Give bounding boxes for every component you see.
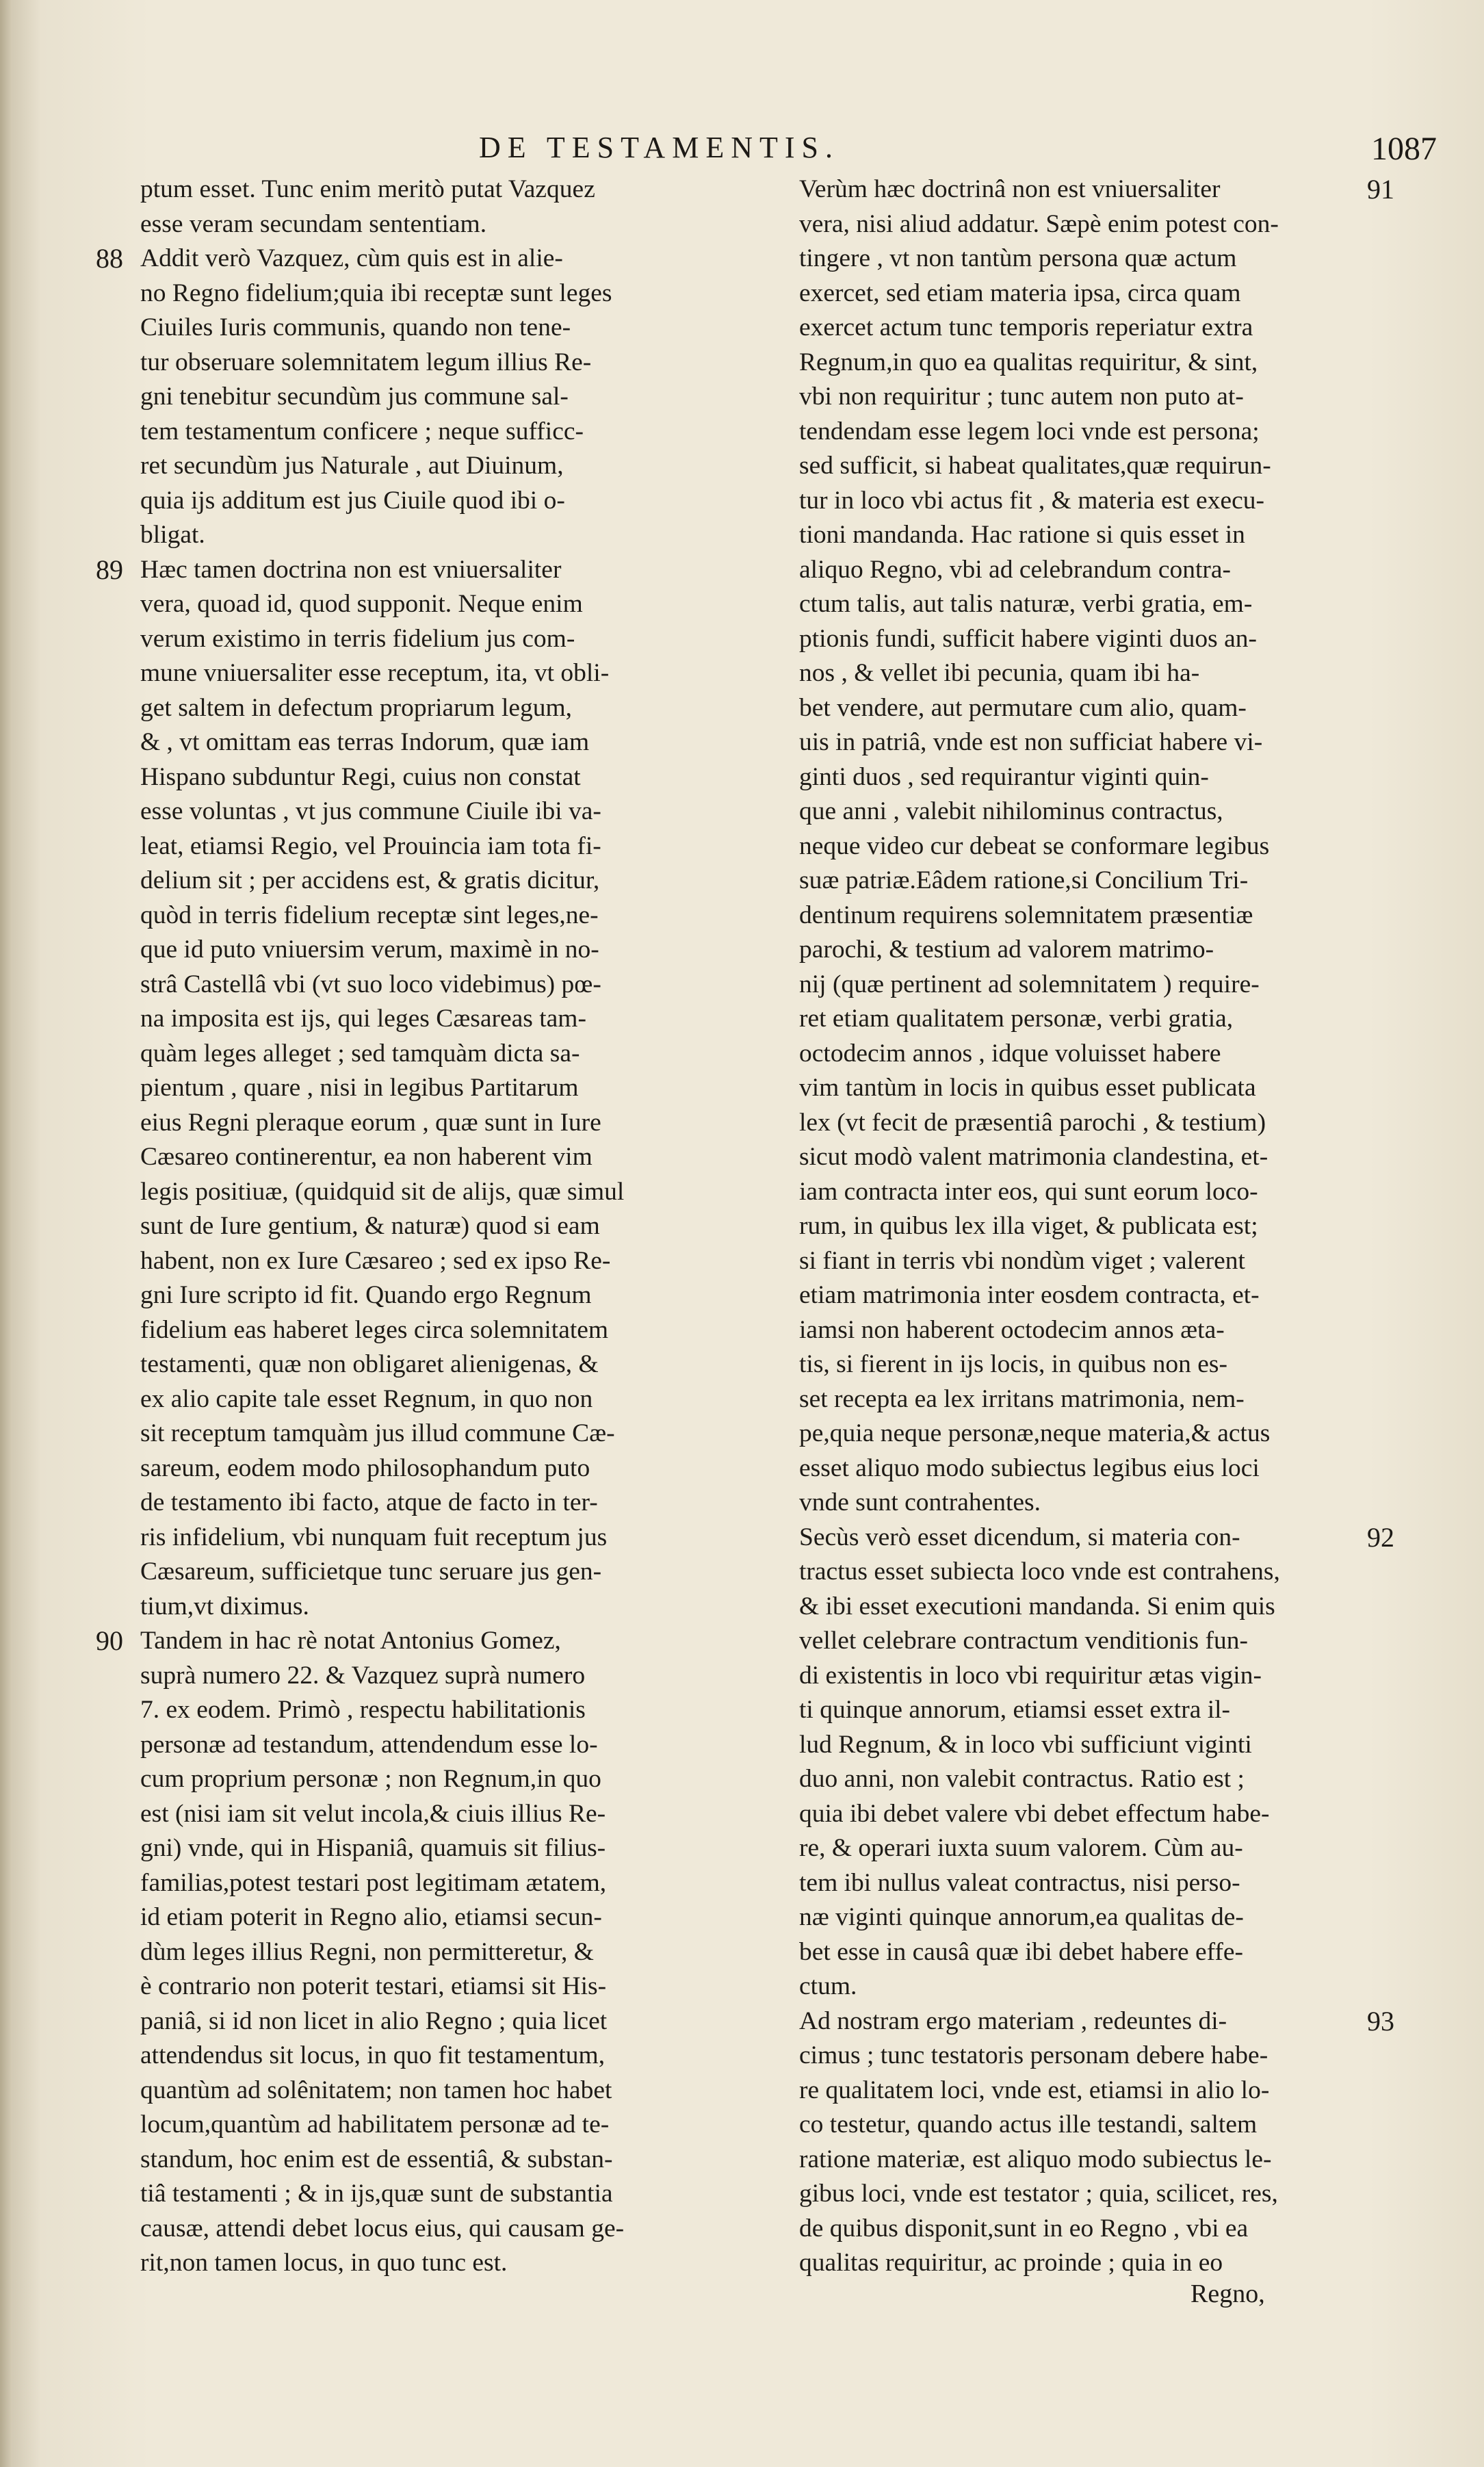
text-line: no Regno fidelium;quia ibi receptæ sunt leges bbox=[140, 279, 612, 307]
text-line: vera, quoad id, quod supponit. Neque enim bbox=[140, 590, 583, 618]
text-line: de testamento ibi facto, atque de facto in ter- bbox=[140, 1488, 598, 1516]
text-line: rit,non tamen locus, in quo tunc est. bbox=[140, 2249, 508, 2277]
text-line: sunt de Iure gentium, & naturæ) quod si eam bbox=[140, 1212, 600, 1240]
text-line: esse voluntas , vt jus commune Ciuile ibi va- bbox=[140, 797, 601, 825]
text-line: dentinum requirens solemnitatem præsentiæ bbox=[799, 901, 1253, 929]
text-line: strâ Castellâ vbi (vt suo loco videbimus) pœ- bbox=[140, 970, 601, 998]
text-line: mune vniuersaliter esse receptum, ita, vt obli- bbox=[140, 659, 610, 687]
text-line: si fiant in terris vbi nondùm viget ; valerent bbox=[799, 1246, 1245, 1275]
text-line: Hæc tamen doctrina non est vniuersaliter bbox=[140, 555, 562, 584]
text-line: gni Iure scripto id fit. Quando ergo Regnum bbox=[140, 1281, 592, 1309]
marginal-paragraph-number: 92 bbox=[1367, 1521, 1394, 1553]
text-line: familias,potest testari post legitimam ætatem, bbox=[140, 1868, 607, 1897]
page-gutter-edge bbox=[0, 0, 12, 2467]
text-line: Tandem in hac rè notat Antonius Gomez, bbox=[140, 1627, 561, 1655]
text-line: attendendus sit locus, in quo fit testamentum, bbox=[140, 2041, 606, 2069]
text-line: quàm leges alleget ; sed tamquàm dicta sa- bbox=[140, 1039, 580, 1068]
text-line: ginti duos , sed requirantur viginti quin- bbox=[799, 762, 1209, 791]
text-line: gibus loci, vnde est testator ; quia, scilicet, res, bbox=[799, 2180, 1278, 2208]
catchword: Regno, bbox=[1190, 2279, 1265, 2308]
text-line: iam contracta inter eos, qui sunt eorum loco- bbox=[799, 1177, 1258, 1206]
text-line: cimus ; tunc testatoris personam debere habe- bbox=[799, 2041, 1268, 2069]
text-line: de quibus disponit,sunt in eo Regno , vbi ea bbox=[799, 2214, 1249, 2243]
text-line: exercet actum tunc temporis reperiatur extra bbox=[799, 313, 1253, 341]
text-line: uis in patriâ, vnde est non sufficiat habere vi- bbox=[799, 728, 1263, 756]
text-line: ratione materiæ, est aliquo modo subiectus le- bbox=[799, 2145, 1272, 2173]
text-line: quia ibi debet valere vbi debet effectum habe- bbox=[799, 1799, 1270, 1828]
text-line: re, & operari iuxta suum valorem. Cùm au- bbox=[799, 1834, 1243, 1862]
text-line: leat, etiamsi Regio, vel Prouincia iam tota fi- bbox=[140, 831, 601, 860]
text-line: Addit verò Vazquez, cùm quis est in alie- bbox=[140, 244, 563, 272]
text-line: rum, in quibus lex illa viget, & publicata est; bbox=[799, 1212, 1258, 1240]
text-line: lex (vt fecit de præsentiâ parochi , & testium) bbox=[799, 1108, 1266, 1137]
text-line: est (nisi iam sit velut incola,& ciuis illius Re- bbox=[140, 1799, 606, 1828]
text-line: ptionis fundi, sufficit habere viginti duos an- bbox=[799, 624, 1257, 653]
text-line: iamsi non haberent octodecim annos æta- bbox=[799, 1315, 1225, 1344]
text-line: pe,quia neque personæ,neque materia,& actus bbox=[799, 1419, 1271, 1447]
text-line: id etiam poterit in Regno alio, etiamsi secun- bbox=[140, 1903, 602, 1931]
page-number: 1087 bbox=[1371, 131, 1437, 167]
text-line: sed sufficit, si habeat qualitates,quæ requirun- bbox=[799, 452, 1271, 480]
text-line: dùm leges illius Regni, non permitteretur, & bbox=[140, 1937, 594, 1966]
text-line: que id puto vniuersim verum, maximè in no- bbox=[140, 935, 599, 964]
text-line: eius Regni pleraque eorum , quæ sunt in Iure bbox=[140, 1108, 601, 1137]
paragraph bbox=[799, 1521, 1394, 2004]
paragraph bbox=[96, 242, 718, 553]
text-line: pientum , quare , nisi in legibus Partitarum bbox=[140, 1074, 579, 1102]
text-line: legis positiuæ, (quidquid sit de alijs, quæ simul bbox=[140, 1177, 625, 1206]
text-line: tur in loco vbi actus fit , & materia est execu- bbox=[799, 486, 1264, 515]
paragraph bbox=[799, 2004, 1394, 2281]
text-line: ret etiam qualitatem personæ, verbi gratia, bbox=[799, 1005, 1234, 1033]
text-line: standum, hoc enim est de essentiâ, & substan- bbox=[140, 2145, 613, 2173]
text-line: 7. ex eodem. Primò , respectu habilitationis bbox=[140, 1696, 586, 1724]
text-line: tem ibi nullus valeat contractus, nisi perso- bbox=[799, 1868, 1240, 1897]
text-line: duo anni, non valebit contractus. Ratio est ; bbox=[799, 1765, 1245, 1793]
text-line: tractus esset subiecta loco vnde est contrahens, bbox=[799, 1558, 1280, 1586]
text-line: tur obseruare solemnitatem legum illius Re- bbox=[140, 348, 592, 376]
text-line: Verùm hæc doctrinâ non est vniuersaliter bbox=[799, 175, 1221, 203]
text-line: vbi non requiritur ; tunc autem non puto at- bbox=[799, 383, 1244, 411]
text-line: vera, nisi aliud addatur. Sæpè enim potest con- bbox=[799, 209, 1279, 238]
text-line: gni tenebitur secundùm jus commune sal- bbox=[140, 383, 569, 411]
text-line: testamenti, quæ non obligaret alienigenas, & bbox=[140, 1350, 599, 1378]
text-line: lud Regnum, & in loco vbi sufficiunt viginti bbox=[799, 1730, 1252, 1759]
text-line: ex alio capite tale esset Regnum, in quo non bbox=[140, 1384, 593, 1413]
text-line: aliquo Regno, vbi ad celebrandum contra- bbox=[799, 555, 1232, 584]
text-line: è contrario non poterit testari, etiamsi sit His- bbox=[140, 1972, 607, 2000]
text-line: quòd in terris fidelium receptæ sint leges,ne- bbox=[140, 901, 599, 929]
text-line: esset aliquo modo subiectus legibus eius loci bbox=[799, 1454, 1260, 1482]
text-line: sicut modò valent matrimonia clandestina, et- bbox=[799, 1143, 1268, 1171]
text-line: ctum. bbox=[799, 1972, 857, 2000]
text-line: octodecim annos , idque voluisset habere bbox=[799, 1039, 1221, 1068]
text-line: suprà numero 22. & Vazquez suprà numero bbox=[140, 1661, 586, 1690]
text-line: tem testamentum conficere ; neque sufficc- bbox=[140, 417, 584, 445]
text-line: tingere , vt non tantùm persona quæ actum bbox=[799, 244, 1237, 272]
paragraph bbox=[96, 553, 718, 1625]
text-line: verum existimo in terris fidelium jus com- bbox=[140, 624, 575, 653]
text-line: vim tantùm in locis in quibus esset publicata bbox=[799, 1074, 1256, 1102]
text-line: ris infidelium, vbi nunquam fuit receptum jus bbox=[140, 1523, 608, 1551]
text-line: etiam matrimonia inter eosdem contracta, et- bbox=[799, 1281, 1260, 1309]
marginal-paragraph-number: 89 bbox=[96, 554, 123, 585]
text-line: & ibi esset executioni mandanda. Si enim quis bbox=[799, 1592, 1275, 1620]
text-line: suæ patriæ.Eâdem ratione,si Concilium Tri- bbox=[799, 866, 1249, 894]
text-line: ctum talis, aut talis naturæ, verbi gratia, em- bbox=[799, 590, 1253, 618]
paragraph bbox=[799, 172, 1394, 1521]
text-line: fidelium eas haberet leges circa solemnitatem bbox=[140, 1315, 609, 1344]
text-line: bet vendere, aut permutare cum alio, quam- bbox=[799, 693, 1247, 722]
text-line: neque video cur debeat se conformare legibus bbox=[799, 831, 1270, 860]
text-line: Secùs verò esset dicendum, si materia con- bbox=[799, 1523, 1240, 1551]
text-line: paniâ, si id non licet in alio Regno ; quia licet bbox=[140, 2006, 608, 2035]
text-line: set recepta ea lex irritans matrimonia, nem- bbox=[799, 1384, 1245, 1413]
text-line: vellet celebrare contractum venditionis fun- bbox=[799, 1627, 1248, 1655]
marginal-paragraph-number: 93 bbox=[1367, 2005, 1394, 2037]
right-column bbox=[799, 172, 1394, 2281]
text-line: bligat. bbox=[140, 521, 205, 549]
text-line: Cæsareum, sufficietque tunc seruare jus gen- bbox=[140, 1558, 602, 1586]
marginal-paragraph-number: 88 bbox=[96, 243, 123, 274]
text-line: re qualitatem loci, vnde est, etiamsi in alio lo- bbox=[799, 2076, 1270, 2104]
paragraph bbox=[96, 1624, 718, 2281]
text-line: tium,vt diximus. bbox=[140, 1592, 309, 1620]
text-line: Cæsareo continerentur, ea non haberent vim bbox=[140, 1143, 593, 1171]
text-line: Regnum,in quo ea qualitas requiritur, & sint, bbox=[799, 348, 1258, 376]
text-line: sareum, eodem modo philosophandum puto bbox=[140, 1454, 590, 1482]
marginal-paragraph-number: 91 bbox=[1367, 174, 1394, 205]
text-line: quia ijs additum est jus Ciuile quod ibi o- bbox=[140, 486, 565, 515]
text-line: nos , & vellet ibi pecunia, quam ibi ha- bbox=[799, 659, 1200, 687]
text-line: sit receptum tamquàm jus illud commune Cæ- bbox=[140, 1419, 615, 1447]
text-line: ptum esset. Tunc enim meritò putat Vazquez bbox=[140, 175, 595, 203]
text-line: cum proprium personæ ; non Regnum,in quo bbox=[140, 1765, 601, 1793]
text-line: parochi, & testium ad valorem matrimo- bbox=[799, 935, 1214, 964]
text-line: delium sit ; per accidens est, & gratis dicitur, bbox=[140, 866, 600, 894]
paragraph bbox=[140, 172, 718, 242]
text-line: tioni mandanda. Hac ratione si quis esset in bbox=[799, 521, 1245, 549]
text-line: bet esse in causâ quæ ibi debet habere effe- bbox=[799, 1937, 1244, 1966]
text-line: Hispano subduntur Regi, cuius non constat bbox=[140, 762, 581, 791]
left-column bbox=[96, 172, 718, 2281]
text-line: quantùm ad solênitatem; non tamen hoc habet bbox=[140, 2076, 612, 2104]
text-line: qualitas requiritur, ac proinde ; quia in eo bbox=[799, 2249, 1223, 2277]
text-line: Ad nostram ergo materiam , redeuntes di- bbox=[799, 2006, 1227, 2035]
text-line: vnde sunt contrahentes. bbox=[799, 1488, 1041, 1516]
text-line: co testetur, quando actus ille testandi, saltem bbox=[799, 2110, 1258, 2139]
text-line: ti quinque annorum, etiamsi esset extra il- bbox=[799, 1696, 1231, 1724]
text-line: causæ, attendi debet locus eius, qui causam ge- bbox=[140, 2214, 625, 2243]
text-line: tendendam esse legem loci vnde est persona; bbox=[799, 417, 1260, 445]
text-line: exercet, sed etiam materia ipsa, circa quam bbox=[799, 279, 1241, 307]
text-line: & , vt omittam eas terras Indorum, quæ iam bbox=[140, 728, 590, 756]
text-line: Ciuiles Iuris communis, quando non tene- bbox=[140, 313, 571, 341]
text-line: personæ ad testandum, attendendum esse lo- bbox=[140, 1730, 598, 1759]
running-head: DE TESTAMENTIS. bbox=[479, 131, 839, 164]
text-line: habent, non ex Iure Cæsareo ; sed ex ipso Re- bbox=[140, 1246, 611, 1275]
text-line: get saltem in defectum propriarum legum, bbox=[140, 693, 573, 722]
marginal-paragraph-number: 90 bbox=[96, 1625, 123, 1656]
text-line: næ viginti quinque annorum,ea qualitas de- bbox=[799, 1903, 1244, 1931]
page-header bbox=[479, 130, 1450, 178]
text-line: nij (quæ pertinent ad solemnitatem ) require- bbox=[799, 970, 1260, 998]
text-line: que anni , valebit nihilominus contractus, bbox=[799, 797, 1223, 825]
text-line: tis, si fierent in ijs locis, in quibus non es- bbox=[799, 1350, 1228, 1378]
text-line: gni) vnde, qui in Hispaniâ, quamuis sit filius- bbox=[140, 1834, 606, 1862]
text-line: di existentis in loco vbi requiritur ætas vigin- bbox=[799, 1661, 1262, 1690]
text-line: na imposita est ijs, qui leges Cæsareas tam- bbox=[140, 1005, 586, 1033]
text-line: ret secundùm jus Naturale , aut Diuinum, bbox=[140, 452, 564, 480]
text-line: tiâ testamenti ; & in ijs,quæ sunt de substantia bbox=[140, 2180, 613, 2208]
text-line: locum,quantùm ad habilitatem personæ ad te- bbox=[140, 2110, 610, 2139]
text-line: esse veram secundam sententiam. bbox=[140, 209, 487, 238]
